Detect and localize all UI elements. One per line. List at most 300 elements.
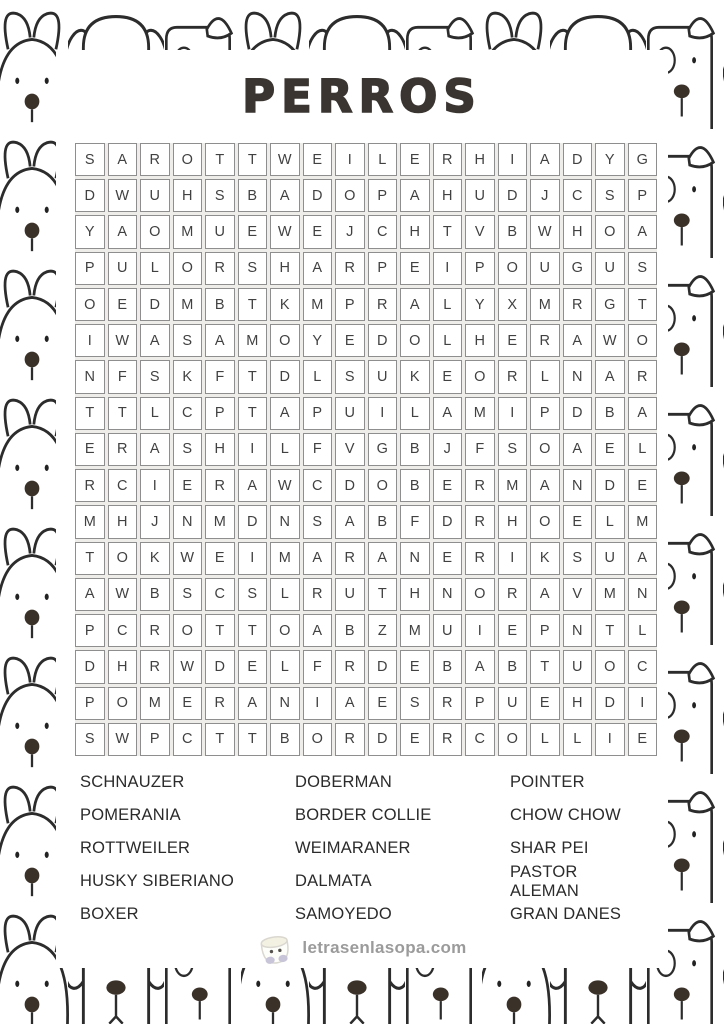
grid-cell: H	[270, 252, 300, 285]
grid-cell: O	[498, 723, 528, 756]
grid-cell: B	[368, 505, 398, 538]
grid-cell: U	[595, 252, 625, 285]
grid-cell: E	[75, 433, 105, 466]
grid-cell: Y	[595, 143, 625, 176]
grid-cell: M	[400, 614, 430, 647]
grid-cell: P	[530, 614, 560, 647]
grid-cell: D	[270, 360, 300, 393]
grid-cell: L	[530, 360, 560, 393]
grid-cell: P	[303, 397, 333, 430]
grid-cell: A	[140, 324, 170, 357]
grid-cell: P	[75, 252, 105, 285]
grid-cell: W	[595, 324, 625, 357]
grid-cell: B	[498, 650, 528, 683]
grid-cell: R	[433, 723, 463, 756]
grid-cell: H	[563, 687, 593, 720]
grid-cell: N	[270, 505, 300, 538]
grid-cell: I	[498, 542, 528, 575]
grid-cell: A	[108, 215, 138, 248]
grid-cell: U	[140, 179, 170, 212]
grid-cell: P	[140, 723, 170, 756]
word-column	[80, 766, 295, 931]
grid-cell: N	[270, 687, 300, 720]
word-item: ROTTWEILER	[80, 839, 191, 857]
grid-cell: E	[173, 687, 203, 720]
grid-cell: P	[530, 397, 560, 430]
grid-cell: A	[238, 687, 268, 720]
grid-cell: L	[628, 614, 658, 647]
grid-cell: P	[465, 252, 495, 285]
grid-cell: N	[563, 469, 593, 502]
grid-cell: J	[433, 433, 463, 466]
grid-cell: U	[335, 578, 365, 611]
grid-cell: R	[465, 469, 495, 502]
grid-cell: L	[628, 433, 658, 466]
letter-grid	[75, 143, 657, 756]
grid-cell: S	[205, 179, 235, 212]
grid-cell: D	[75, 650, 105, 683]
grid-cell: U	[205, 215, 235, 248]
grid-cell: N	[433, 578, 463, 611]
grid-cell: I	[75, 324, 105, 357]
grid-cell: F	[205, 360, 235, 393]
grid-cell: E	[628, 469, 658, 502]
grid-cell: H	[173, 179, 203, 212]
grid-cell: B	[270, 723, 300, 756]
grid-cell: T	[628, 288, 658, 321]
grid-cell: E	[433, 469, 463, 502]
grid-cell: W	[108, 723, 138, 756]
grid-cell: T	[238, 288, 268, 321]
grid-cell: V	[465, 215, 495, 248]
grid-cell: A	[270, 397, 300, 430]
soup-bowl-icon	[257, 928, 293, 968]
word-item: WEIMARANER	[295, 839, 411, 857]
word-column	[295, 766, 510, 931]
grid-cell: C	[108, 469, 138, 502]
grid-cell: R	[140, 614, 170, 647]
grid-cell: E	[433, 542, 463, 575]
grid-cell: D	[368, 324, 398, 357]
grid-cell: E	[498, 614, 528, 647]
grid-cell: W	[108, 324, 138, 357]
grid-cell: O	[595, 650, 625, 683]
grid-cell: O	[303, 723, 333, 756]
grid-cell: G	[368, 433, 398, 466]
grid-cell: M	[140, 687, 170, 720]
grid-cell: T	[368, 578, 398, 611]
grid-cell: I	[303, 687, 333, 720]
grid-cell: T	[205, 614, 235, 647]
grid-cell: H	[108, 505, 138, 538]
grid-cell: T	[205, 143, 235, 176]
grid-cell: R	[335, 650, 365, 683]
grid-cell: S	[400, 687, 430, 720]
grid-cell: R	[335, 723, 365, 756]
grid-cell: L	[140, 397, 170, 430]
grid-cell: R	[628, 360, 658, 393]
grid-cell: O	[595, 215, 625, 248]
grid-cell: R	[205, 469, 235, 502]
grid-cell: L	[270, 578, 300, 611]
grid-cell: G	[595, 288, 625, 321]
grid-cell: F	[303, 650, 333, 683]
grid-cell: A	[75, 578, 105, 611]
grid-cell: M	[595, 578, 625, 611]
grid-cell: A	[433, 397, 463, 430]
grid-cell: P	[368, 179, 398, 212]
grid-cell: U	[563, 650, 593, 683]
grid-cell: R	[368, 288, 398, 321]
grid-cell: N	[75, 360, 105, 393]
grid-cell: A	[303, 252, 333, 285]
grid-cell: L	[270, 433, 300, 466]
grid-cell: O	[140, 215, 170, 248]
word-item: BORDER COLLIE	[295, 806, 432, 824]
grid-cell: E	[108, 288, 138, 321]
grid-cell: W	[530, 215, 560, 248]
grid-cell: F	[400, 505, 430, 538]
grid-cell: N	[173, 505, 203, 538]
grid-cell: L	[530, 723, 560, 756]
word-item: PASTOR ALEMAN	[510, 862, 580, 900]
grid-cell: T	[530, 650, 560, 683]
grid-cell: E	[433, 360, 463, 393]
grid-cell: S	[173, 433, 203, 466]
grid-cell: A	[530, 578, 560, 611]
grid-cell: O	[335, 179, 365, 212]
grid-cell: S	[595, 179, 625, 212]
grid-cell: M	[238, 324, 268, 357]
grid-cell: C	[173, 723, 203, 756]
grid-cell: L	[140, 252, 170, 285]
grid-cell: A	[628, 397, 658, 430]
grid-cell: R	[465, 505, 495, 538]
grid-cell: R	[335, 542, 365, 575]
grid-cell: M	[628, 505, 658, 538]
grid-cell: R	[140, 143, 170, 176]
grid-cell: A	[400, 288, 430, 321]
grid-cell: T	[595, 614, 625, 647]
grid-cell: G	[563, 252, 593, 285]
grid-cell: L	[303, 360, 333, 393]
grid-cell: U	[335, 397, 365, 430]
grid-cell: C	[628, 650, 658, 683]
grid-cell: G	[628, 143, 658, 176]
grid-cell: M	[465, 397, 495, 430]
grid-cell: A	[108, 143, 138, 176]
word-item: SHAR PEI	[510, 839, 589, 857]
grid-cell: M	[173, 215, 203, 248]
grid-cell: X	[498, 288, 528, 321]
grid-cell: R	[108, 433, 138, 466]
grid-cell: K	[530, 542, 560, 575]
grid-cell: E	[205, 542, 235, 575]
grid-cell: T	[238, 723, 268, 756]
grid-cell: R	[498, 578, 528, 611]
grid-cell: I	[368, 397, 398, 430]
grid-cell: D	[238, 505, 268, 538]
grid-cell: U	[530, 252, 560, 285]
grid-cell: D	[563, 397, 593, 430]
grid-cell: K	[400, 360, 430, 393]
grid-cell: U	[108, 252, 138, 285]
grid-cell: Y	[303, 324, 333, 357]
grid-cell: A	[140, 433, 170, 466]
grid-cell: A	[563, 324, 593, 357]
grid-cell: T	[75, 397, 105, 430]
grid-cell: R	[498, 360, 528, 393]
grid-cell: U	[465, 179, 495, 212]
grid-cell: M	[173, 288, 203, 321]
grid-cell: B	[433, 650, 463, 683]
grid-cell: B	[498, 215, 528, 248]
grid-cell: R	[530, 324, 560, 357]
grid-cell: T	[238, 143, 268, 176]
grid-cell: O	[173, 614, 203, 647]
grid-cell: A	[400, 179, 430, 212]
grid-cell: V	[335, 433, 365, 466]
grid-cell: M	[498, 469, 528, 502]
grid-cell: O	[173, 252, 203, 285]
grid-cell: I	[238, 433, 268, 466]
grid-cell: A	[368, 542, 398, 575]
grid-cell: P	[465, 687, 495, 720]
grid-cell: I	[465, 614, 495, 647]
grid-cell: O	[628, 324, 658, 357]
grid-cell: D	[140, 288, 170, 321]
grid-cell: P	[335, 288, 365, 321]
grid-cell: P	[368, 252, 398, 285]
grid-cell: A	[238, 469, 268, 502]
grid-cell: A	[530, 143, 560, 176]
grid-cell: L	[400, 397, 430, 430]
grid-cell: L	[433, 288, 463, 321]
grid-cell: J	[140, 505, 170, 538]
grid-cell: T	[433, 215, 463, 248]
grid-cell: O	[108, 687, 138, 720]
word-item: BOXER	[80, 905, 139, 923]
grid-cell: R	[563, 288, 593, 321]
grid-cell: J	[530, 179, 560, 212]
grid-cell: E	[303, 143, 333, 176]
grid-cell: C	[368, 215, 398, 248]
grid-cell: W	[270, 215, 300, 248]
grid-cell: C	[563, 179, 593, 212]
grid-cell: A	[303, 542, 333, 575]
grid-cell: O	[270, 614, 300, 647]
grid-cell: S	[335, 360, 365, 393]
grid-cell: H	[563, 215, 593, 248]
word-item: SCHNAUZER	[80, 773, 185, 791]
grid-cell: M	[75, 505, 105, 538]
word-item: CHOW CHOW	[510, 806, 621, 824]
grid-cell: D	[595, 469, 625, 502]
grid-cell: S	[303, 505, 333, 538]
grid-cell: O	[75, 288, 105, 321]
grid-cell: B	[205, 288, 235, 321]
grid-cell: H	[400, 578, 430, 611]
grid-cell: A	[563, 433, 593, 466]
grid-cell: R	[205, 687, 235, 720]
grid-cell: O	[465, 360, 495, 393]
grid-cell: I	[595, 723, 625, 756]
grid-cell: M	[530, 288, 560, 321]
grid-cell: O	[400, 324, 430, 357]
grid-cell: R	[303, 578, 333, 611]
grid-cell: O	[530, 505, 560, 538]
grid-cell: C	[108, 614, 138, 647]
grid-cell: R	[335, 252, 365, 285]
grid-cell: O	[270, 324, 300, 357]
grid-cell: S	[238, 578, 268, 611]
grid-cell: D	[335, 469, 365, 502]
grid-cell: D	[368, 723, 398, 756]
grid-cell: E	[400, 143, 430, 176]
grid-cell: S	[75, 723, 105, 756]
word-list	[80, 766, 646, 931]
grid-cell: H	[465, 143, 495, 176]
grid-cell: S	[498, 433, 528, 466]
grid-cell: E	[400, 650, 430, 683]
grid-cell: U	[595, 542, 625, 575]
grid-cell: C	[173, 397, 203, 430]
grid-cell: E	[238, 215, 268, 248]
grid-cell: F	[303, 433, 333, 466]
word-item: DOBERMAN	[295, 773, 392, 791]
grid-cell: O	[530, 433, 560, 466]
grid-cell: I	[140, 469, 170, 502]
grid-cell: T	[238, 397, 268, 430]
word-item: GRAN DANES	[510, 905, 622, 923]
word-item: POMERANIA	[80, 806, 181, 824]
grid-cell: K	[270, 288, 300, 321]
grid-cell: W	[108, 578, 138, 611]
grid-cell: U	[498, 687, 528, 720]
grid-cell: I	[433, 252, 463, 285]
grid-cell: E	[530, 687, 560, 720]
grid-cell: S	[628, 252, 658, 285]
grid-cell: R	[433, 687, 463, 720]
grid-cell: E	[173, 469, 203, 502]
grid-cell: E	[400, 723, 430, 756]
grid-cell: H	[433, 179, 463, 212]
grid-cell: L	[595, 505, 625, 538]
grid-cell: C	[465, 723, 495, 756]
grid-cell: O	[465, 578, 495, 611]
grid-cell: C	[303, 469, 333, 502]
grid-cell: M	[270, 542, 300, 575]
grid-cell: B	[238, 179, 268, 212]
grid-cell: T	[108, 397, 138, 430]
puzzle-page	[56, 50, 668, 968]
grid-cell: Y	[465, 288, 495, 321]
grid-cell: I	[498, 143, 528, 176]
grid-cell: L	[563, 723, 593, 756]
grid-cell: K	[173, 360, 203, 393]
grid-cell: D	[368, 650, 398, 683]
word-column	[510, 766, 646, 931]
grid-cell: C	[205, 578, 235, 611]
grid-cell: O	[368, 469, 398, 502]
grid-cell: A	[530, 469, 560, 502]
grid-cell: A	[628, 542, 658, 575]
grid-cell: A	[595, 360, 625, 393]
grid-cell: T	[75, 542, 105, 575]
word-item: SAMOYEDO	[295, 905, 392, 923]
word-item: DALMATA	[295, 872, 372, 890]
grid-cell: D	[205, 650, 235, 683]
grid-cell: V	[563, 578, 593, 611]
grid-cell: A	[335, 505, 365, 538]
grid-cell: D	[498, 179, 528, 212]
grid-cell: H	[400, 215, 430, 248]
grid-cell: O	[173, 143, 203, 176]
grid-cell: T	[205, 723, 235, 756]
grid-cell: T	[238, 360, 268, 393]
grid-cell: A	[628, 215, 658, 248]
grid-cell: A	[303, 614, 333, 647]
grid-cell: D	[563, 143, 593, 176]
grid-cell: W	[108, 179, 138, 212]
grid-cell: N	[400, 542, 430, 575]
grid-cell: W	[270, 143, 300, 176]
grid-cell: U	[433, 614, 463, 647]
grid-cell: A	[335, 687, 365, 720]
grid-cell: Y	[75, 215, 105, 248]
grid-cell: S	[173, 324, 203, 357]
grid-cell: B	[335, 614, 365, 647]
grid-cell: U	[368, 360, 398, 393]
grid-cell: H	[498, 505, 528, 538]
grid-cell: N	[563, 614, 593, 647]
grid-cell: M	[303, 288, 333, 321]
word-item: HUSKY SIBERIANO	[80, 872, 234, 890]
site-footer	[56, 926, 668, 970]
grid-cell: R	[75, 469, 105, 502]
grid-cell: N	[628, 578, 658, 611]
grid-cell: E	[335, 324, 365, 357]
grid-cell: R	[465, 542, 495, 575]
grid-cell: I	[238, 542, 268, 575]
grid-cell: F	[465, 433, 495, 466]
grid-cell: E	[303, 215, 333, 248]
grid-cell: E	[563, 505, 593, 538]
grid-cell: P	[205, 397, 235, 430]
grid-cell: S	[238, 252, 268, 285]
grid-cell: R	[205, 252, 235, 285]
grid-cell: E	[595, 433, 625, 466]
grid-cell: E	[238, 650, 268, 683]
grid-cell: Z	[368, 614, 398, 647]
grid-cell: I	[628, 687, 658, 720]
grid-cell: K	[140, 542, 170, 575]
grid-cell: D	[595, 687, 625, 720]
grid-cell: S	[75, 143, 105, 176]
grid-cell: I	[335, 143, 365, 176]
grid-cell: M	[205, 505, 235, 538]
grid-cell: H	[108, 650, 138, 683]
site-name: letrasenlasopa.com	[302, 938, 467, 957]
grid-cell: L	[270, 650, 300, 683]
grid-cell: W	[173, 542, 203, 575]
grid-cell: B	[400, 433, 430, 466]
grid-cell: W	[173, 650, 203, 683]
grid-cell: H	[205, 433, 235, 466]
grid-cell: L	[433, 324, 463, 357]
grid-cell: L	[368, 143, 398, 176]
grid-cell: B	[400, 469, 430, 502]
